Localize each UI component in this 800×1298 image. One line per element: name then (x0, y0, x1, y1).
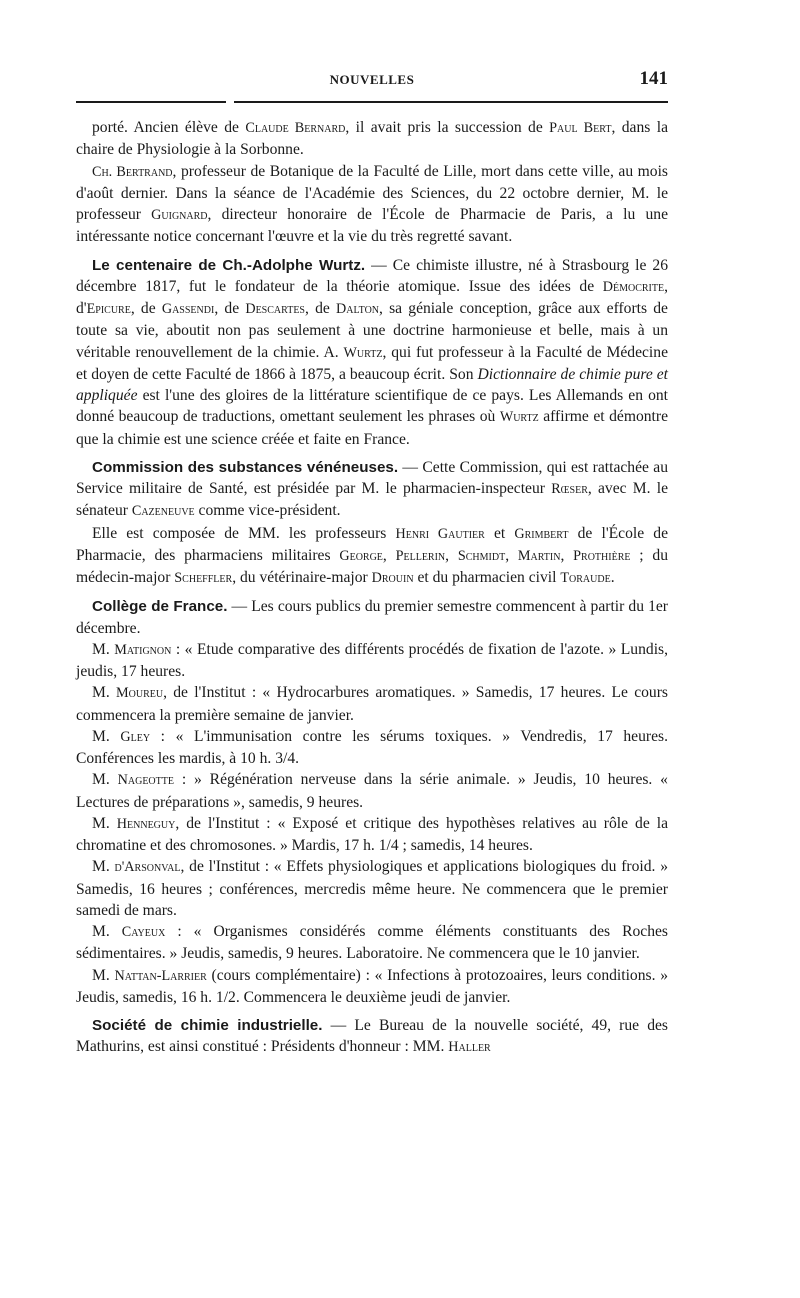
text-run: , (445, 546, 458, 564)
text-run: , (505, 546, 518, 564)
text-run: , de l'Institut : « Exposé et critique des hypothèses relatives au rôle de la chromatine et des chromosones. » Mardis, 17 h. 1/4 ; samedis, 14 heures. (76, 814, 668, 854)
proper-name: Haller (448, 1039, 491, 1056)
text-run: Elle est composée de MM. les professeurs (92, 524, 396, 542)
section-paragraph (76, 457, 668, 523)
text-run: et du pharmacien civil (413, 569, 561, 586)
text-run: , (382, 546, 396, 564)
proper-name: d'Arsonval (114, 859, 181, 876)
section-heading: Société de chimie industrielle. (92, 1017, 323, 1034)
text-run: , de (130, 300, 162, 317)
text-run: , de (304, 300, 336, 317)
text-run: . (610, 569, 615, 586)
proper-name: Grimbert (514, 525, 569, 542)
text-run: porté. Ancien élève de (92, 119, 246, 136)
paragraph (76, 921, 668, 965)
paragraph (76, 965, 668, 1009)
proper-name: Scheffler (174, 570, 233, 586)
proper-name: Nageotte (117, 772, 174, 789)
text-run: M. (92, 727, 121, 745)
proper-name: Démocrite (602, 278, 665, 295)
proper-name: Paul Bert (549, 120, 612, 136)
text-run: M. (92, 814, 117, 832)
proper-name: Toraude (560, 570, 611, 586)
proper-name: Moureu (116, 685, 164, 702)
text-run: : » Régénération nerveuse dans la série animale. » Jeudis, 10 heures. « Lectures de préparations », samedis, 9 heures. (76, 771, 668, 811)
proper-name: Martin (517, 547, 561, 564)
italic-title: Dictionnaire de chimie pure et appliquée (76, 365, 668, 404)
text-run: M. (92, 923, 122, 940)
text-run: , il avait pris la succession de (345, 119, 550, 136)
header-rule-right (234, 101, 668, 103)
text-run: : « L'immunisation contre les sérums toxiques. » Vendredis, 17 heures. Conférences les mardis, à 10 h. 3/4. (76, 727, 668, 767)
paragraph (76, 117, 668, 161)
text-run: , qui fut professeur à la Faculté de Médecine et doyen de cette Faculté de 1866 à 1875, a beaucoup écrit. Son (76, 343, 668, 383)
proper-name: Henri Gautier (395, 525, 485, 542)
text-run: comme vice-président. (194, 502, 341, 520)
text-run: — Ce chimiste illustre, né à Strasbourg le 26 décembre 1817, fut le fondateur de la théorie atomique. Issue des idées de (76, 256, 668, 295)
proper-name: Cazeneuve (131, 503, 195, 520)
proper-name: Henneguy (116, 815, 176, 832)
text-run: (cours complémentaire) : « Infections à protozoaires, leurs conditions. » Jeudis, samedis, 16 h. 1/2. Commencera le deuxième jeudi de janvier. (76, 966, 668, 1006)
text-run: , professeur de Botanique de la Faculté de Lille, mort dans cette ville, au mois d'août dernier. Dans la séance de l'Académie des Sciences, du 22 octobre dernier, M. le professeur (76, 162, 668, 223)
text-run: , avec M. le sénateur (76, 480, 669, 520)
proper-name: Dalton (335, 301, 380, 317)
text-run: de l'École de Pharmacie, des pharmaciens militaires (76, 524, 668, 564)
text-run: : « Etude comparative des différents procédés de fixation de l'azote. » Lundis, jeudis, 17 heures. (76, 640, 668, 680)
section-heading: Commission des substances vénéneuses. (92, 458, 399, 476)
text-run: M. (92, 640, 115, 658)
section-paragraph (76, 255, 668, 450)
paragraph (76, 813, 668, 857)
proper-name: Nattan-Larrier (114, 967, 207, 984)
proper-name: Epicure (86, 301, 131, 317)
proper-name: Schmidt (457, 547, 506, 564)
text-run: M. (92, 684, 117, 702)
proper-name: Claude Bernard (245, 120, 346, 136)
running-title: NOUVELLES (329, 72, 415, 87)
body-text (76, 117, 668, 1059)
header-rule-left (76, 101, 226, 103)
proper-name: Descartes (245, 301, 305, 317)
text-run: , de (214, 300, 246, 317)
text-run: M. (92, 771, 118, 789)
text-run: — Le Bureau de la nouvelle société, 49, rue des Mathurins, est ainsi constitué : Présidents d'honneur : MM. (76, 1017, 668, 1056)
text-run: est l'une des gloires de la littérature scientifique de ce pays. Les Allemands en ont donné beaucoup de traductions, omettant seulement les phrases où (76, 387, 668, 426)
proper-name: George (339, 547, 383, 564)
text-run: — Cette Commission, qui est rattachée au Service militaire de Santé, est présidée par M. le pharmacien-inspecteur (76, 458, 668, 497)
proper-name: Guignard (151, 207, 208, 223)
paragraph (76, 769, 668, 813)
proper-name: Pellerin (395, 547, 446, 564)
text-run: , sa géniale conception, grâce aux efforts de toute sa vie, aboutit non pas seulement à une doctrine harmonieuse et belle, mais à un véritable renouvellement de la chimie. A. (76, 300, 668, 361)
section-heading: Collège de France. (92, 598, 228, 616)
text-run: : « Organismes considérés comme éléments constituants des Roches sédimentaires. » Jeudis, samedis, 9 heures. Laboratoire. Ne commencera que le 10 janvier. (76, 923, 668, 963)
text-run: — Les cours publics du premier semestre commencent à partir du 1er décembre. (76, 598, 668, 637)
proper-name: Matignon (114, 641, 172, 658)
text-run: et (484, 524, 515, 542)
proper-name: Rœser (551, 481, 588, 497)
text-run: , dans la chaire de Physiologie à la Sorbonne. (76, 119, 668, 159)
paragraph (76, 523, 668, 590)
paragraph (76, 161, 668, 248)
text-run: , de l'Institut : « Hydrocarbures aromatiques. » Samedis, 17 heures. Le cours commencera la première semaine de janvier. (76, 684, 668, 724)
section-heading: Le centenaire de Ch.-Adolphe Wurtz. (92, 256, 366, 274)
section-paragraph (76, 596, 668, 639)
text-run: M. (92, 966, 115, 984)
text-run: , (560, 546, 574, 564)
text-run: ; du médecin-major (76, 546, 668, 586)
text-run: , du vétérinaire-major (232, 569, 372, 586)
proper-name: Gley (120, 728, 151, 745)
page-number: 141 (639, 68, 668, 89)
text-run: , directeur honoraire de l'École de Pharmacie de Paris, a lu une intéressante notice concernant l'œuvre et la vie du très regretté savant. (76, 206, 668, 246)
paragraph (76, 856, 668, 921)
proper-name: Ch. Bertrand (92, 163, 173, 180)
text-run: , d' (76, 277, 668, 317)
proper-name: Prothière (573, 547, 631, 564)
paragraph (76, 639, 668, 683)
text-run: affirme et démontre que la chimie est une science créée et faite en France. (76, 408, 668, 448)
paragraph (76, 682, 668, 726)
text-run: , de l'Institut : « Effets physiologiques et applications biologiques du froid. » Samedis, 16 heures ; conférences, mercredis même heure. Ne commencera que le premier samedi de mars. (76, 858, 668, 919)
proper-name: Wurtz (499, 409, 539, 426)
paragraph (76, 726, 668, 770)
text-run: M. (92, 858, 115, 876)
section-paragraph (76, 1015, 668, 1059)
page-header (76, 68, 668, 92)
proper-name: Wurtz (343, 344, 383, 361)
proper-name: Gassendi (161, 301, 215, 317)
proper-name: Cayeux (121, 924, 166, 940)
proper-name: Drouin (371, 570, 414, 586)
